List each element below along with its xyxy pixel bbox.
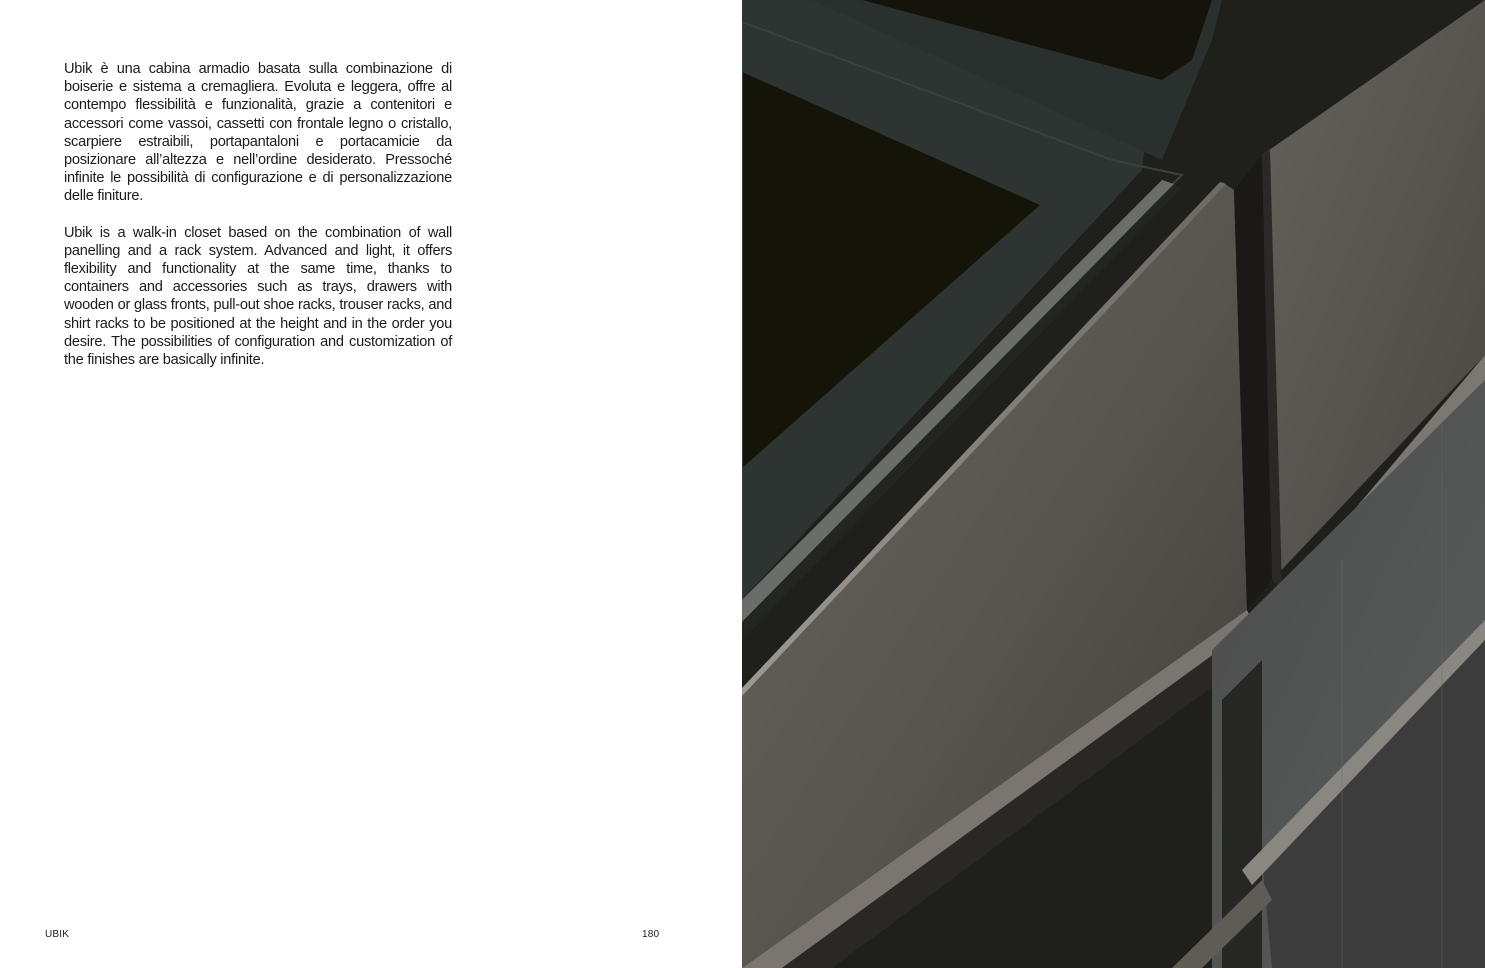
page-number: 180 <box>642 929 660 940</box>
description-text <box>64 60 452 369</box>
left-page <box>0 0 742 968</box>
footer-brand: UBIK <box>45 929 70 940</box>
closet-detail-photo <box>742 0 1485 968</box>
description-english: Ubik is a walk-in closet based on the combination of wall panelling and a rack system. Advanced and light, it offers flexibility and functionality at the same time, thanks to containers and accessories such as trays, drawers with wooden or glass fronts, pull-out shoe racks, trouser racks, and shirt racks to be positioned at the height and in the order you desire. The possibilities of configuration and customization of the finishes are basically infinite. <box>64 224 452 369</box>
description-italian: Ubik è una cabina armadio basata sulla combinazione di boiserie e sistema a cremagliera. Evoluta e leggera, offre al contempo flessibilità e funzionalità, grazie a contenitori e accessori come vassoi, cassetti con frontale legno o cristallo, scarpiere estraibili, portapantaloni e portacamicie da posizionare all’altezza e nell’ordine desiderato. Pressoché infinite le possibilità di configurazione e di personalizzazione delle finiture. <box>64 61 452 205</box>
product-photo <box>742 0 1485 968</box>
